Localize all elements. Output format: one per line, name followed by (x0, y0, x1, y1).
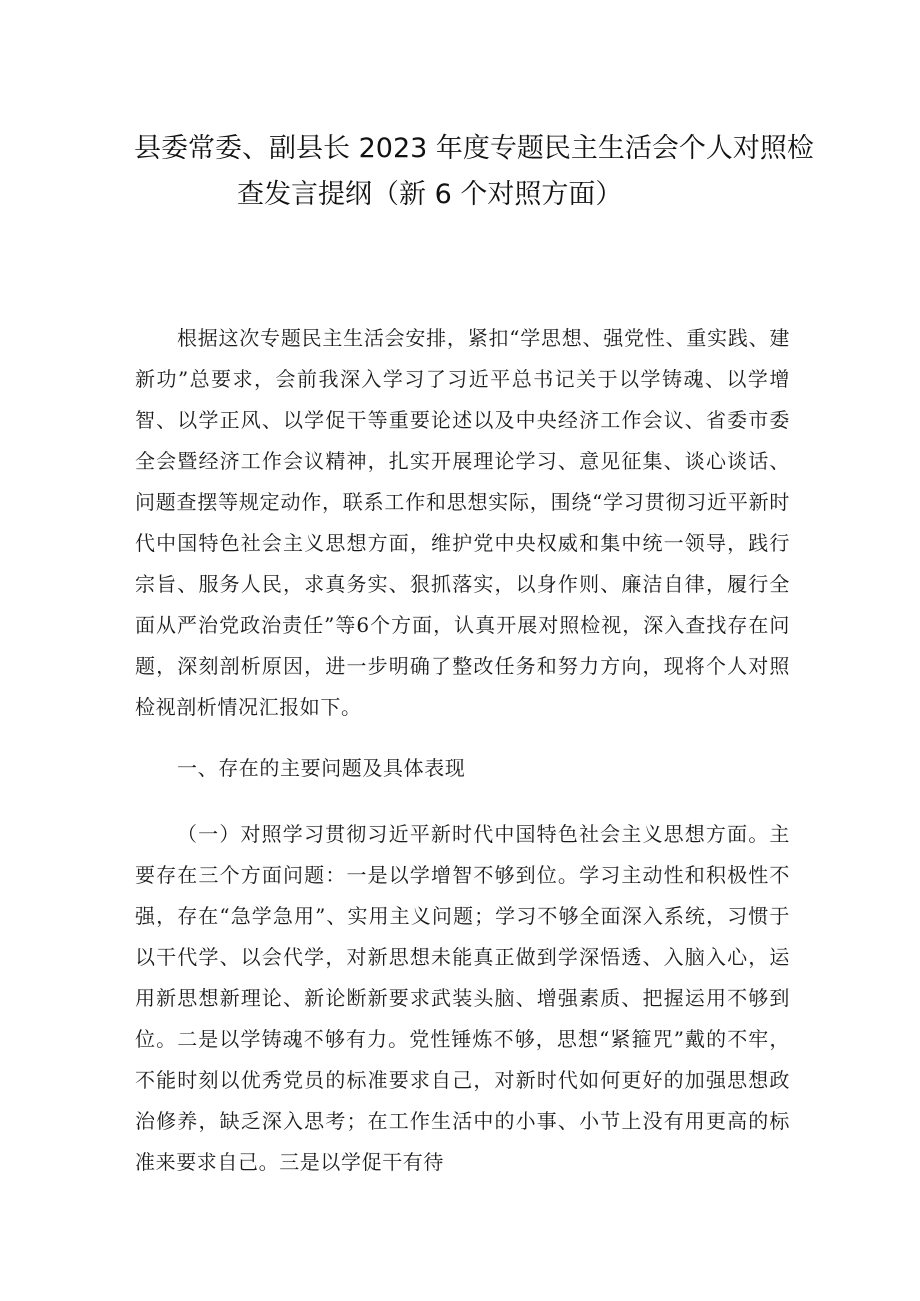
section-heading: 一、存在的主要问题及具体表现 (177, 756, 466, 780)
title-line-1: 县委常委、副县长 2023 年度专题民主生活会个人对照检 (134, 133, 814, 165)
title-line-2: 查发言提纲（新 6 个对照方面） (237, 179, 623, 211)
intro-paragraph: 根据这次专题民主生活会安排，紧扣“学思想、强党性、重实践、建新功”总要求，会前我深入学习了习近平总书记关于以学铸魂、以学增智、以学正风、以学促干等重要论述以及中央经济工作会议、省委市委全会暨经济工作会议精神，扎实开展理论学习、意见征集、谈心谈话、问题查摆等规定动作，联系工作和思想实际，围绕“学习贯彻习近平新时代中国特色社会主义思想方面，维护党中央权威和集中统一领导，践行宗旨、服务人民，求真务实、狠抓落实，以身作则、廉洁自律，履行全面从严治党政治责任”等6个方面，认真开展对照检视，深入查找存在问题，深刻剖析原因，进一步明确了整改任务和努力方向，现将个人对照检视剖析情况汇报如下。 (135, 326, 790, 719)
document-title (120, 126, 814, 218)
section-paragraph: （一）对照学习贯彻习近平新时代中国特色社会主义思想方面。主要存在三个方面问题：一是以学增智不够到位。学习主动性和积极性不强，存在“急学急用”、实用主义问题；学习不够全面深入系统，习惯于以干代学、以会代学，对新思想未能真正做到学深悟透、入脑入心，运用新思想新理论、新论断新要求武装头脑、增强素质、把握运用不够到位。二是以学铸魂不够有力。党性锤炼不够，思想“紧箍咒”戴的不牢，不能时刻以优秀党员的标准要求自己，对新时代如何更好的加强思想政治修养，缺乏深入思考；在工作生活中的小事、小节上没有用更高的标准来要求自己。三是以学促干有待 (135, 822, 790, 1174)
